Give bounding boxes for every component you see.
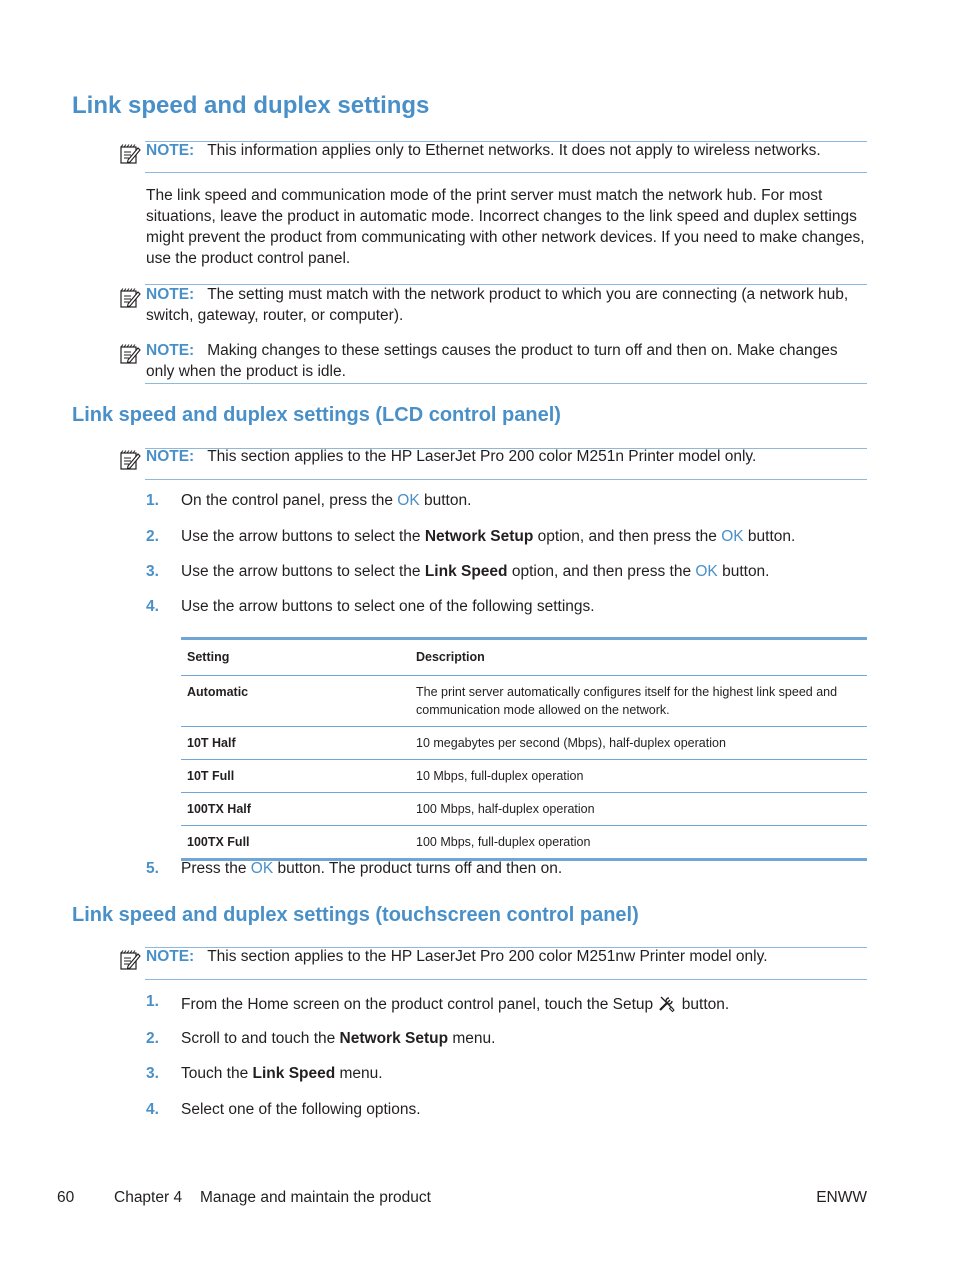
step-text-part: option, and then press the: [533, 528, 722, 545]
note-text: This section applies to the HP LaserJet Pro 200 color M251n Printer model only.: [207, 448, 757, 465]
table-header-row: [181, 639, 867, 676]
note-label: NOTE:: [146, 286, 195, 303]
note-label: NOTE:: [146, 448, 195, 465]
setting-name: 10T Full: [181, 760, 410, 793]
note-bottom-rule: [145, 172, 867, 173]
table-header-setting: Setting: [181, 639, 410, 676]
ok-button-label: OK: [721, 528, 744, 545]
table-row: [181, 826, 867, 860]
setting-name: 100TX Half: [181, 793, 410, 826]
step-number: 1.: [146, 993, 159, 1010]
page-number: 60: [57, 1189, 75, 1206]
intro-paragraph: The link speed and communication mode of the print server must match the network hub. For most situations, leave the product in automatic mode. Incorrect changes to the link speed and duplex settings might prevent the product from communicating with other network devices. If you need to make changes, use the product control panel.: [146, 187, 865, 267]
step-text-part: menu.: [335, 1065, 383, 1082]
step-number: 2.: [146, 528, 159, 545]
step-text: [181, 528, 795, 546]
step-number: 3.: [146, 563, 159, 580]
step-number: 3.: [146, 1065, 159, 1082]
step-number: 5.: [146, 860, 159, 877]
step-text-part: Press the: [181, 860, 251, 877]
note-label: NOTE:: [146, 948, 195, 965]
note-icon: [119, 949, 141, 971]
footer-locale: ENWW: [816, 1189, 867, 1206]
step-number: 2.: [146, 1030, 159, 1047]
step-text: [181, 563, 770, 581]
table-row: [181, 760, 867, 793]
section-heading-touchscreen: Link speed and duplex settings (touchscreen control panel): [72, 904, 639, 926]
step-text-part: button.: [677, 996, 730, 1013]
step-number: 4.: [146, 598, 159, 615]
step-text: [181, 1065, 383, 1083]
step-text-part: button. The product turns off and then on.: [273, 860, 563, 877]
note-bottom-rule: [145, 979, 867, 980]
setup-wrench-icon: [657, 993, 677, 1013]
step-text: [181, 492, 471, 510]
setting-name: Automatic: [181, 676, 410, 727]
note-bottom-rule: [145, 383, 867, 384]
step-text-part: button.: [743, 528, 796, 545]
step-text-part: Scroll to and touch the: [181, 1030, 340, 1047]
step-text: [181, 1030, 495, 1048]
note-text: This section applies to the HP LaserJet Pro 200 color M251nw Printer model only.: [207, 948, 768, 965]
menu-option-name: Link Speed: [424, 563, 508, 580]
step-text: [181, 860, 562, 878]
table-row: [181, 793, 867, 826]
footer-chapter-title: Manage and maintain the product: [200, 1189, 431, 1206]
note-icon: [119, 287, 141, 309]
note-turn-off: [146, 340, 866, 382]
ok-button-label: OK: [695, 563, 718, 580]
section-heading-lcd: Link speed and duplex settings (LCD control panel): [72, 404, 561, 426]
footer-chapter: Chapter 4: [114, 1189, 183, 1206]
step-text-part: Use the arrow buttons to select the: [181, 563, 425, 580]
note-label: NOTE:: [146, 142, 195, 159]
setting-description: 100 Mbps, half-duplex operation: [410, 793, 867, 826]
step-text-part: option, and then press the: [507, 563, 696, 580]
setting-description: 10 Mbps, full-duplex operation: [410, 760, 867, 793]
step-text-part: Touch the: [181, 1065, 253, 1082]
menu-name: Network Setup: [339, 1030, 449, 1047]
step-text: [181, 993, 729, 1014]
table-row: [181, 676, 867, 727]
note-ethernet: [146, 140, 866, 161]
note-icon: [119, 143, 141, 165]
step-number: 4.: [146, 1101, 159, 1118]
note-text: The setting must match with the network product to which you are connecting (a network hub, switch, gateway, router, or computer).: [146, 286, 849, 324]
note-text: Making changes to these settings causes the product to turn off and then on. Make changes only when the product is idle.: [146, 342, 838, 380]
note-touch-model: [146, 946, 866, 967]
note-label: NOTE:: [146, 342, 195, 359]
link-speed-settings-table: [181, 637, 867, 861]
note-icon: [119, 449, 141, 471]
menu-name: Link Speed: [252, 1065, 336, 1082]
table-header-description: Description: [410, 639, 867, 676]
setting-description: 10 megabytes per second (Mbps), half-duplex operation: [410, 727, 867, 760]
setting-description: The print server automatically configures itself for the highest link speed and communication mode allowed on the network.: [410, 676, 867, 727]
setting-name: 10T Half: [181, 727, 410, 760]
step-text-part: button.: [717, 563, 770, 580]
setting-name: 100TX Full: [187, 835, 250, 849]
ok-button-label: OK: [250, 860, 274, 877]
note-setting-match: [146, 284, 866, 326]
ok-button-label: OK: [397, 492, 420, 509]
menu-option-name: Network Setup: [424, 528, 534, 545]
setting-description: 100 Mbps, full-duplex operation: [416, 835, 591, 849]
note-bottom-rule: [145, 479, 867, 480]
step-text-part: Use the arrow buttons to select the: [181, 528, 425, 545]
note-text: This information applies only to Ethernet networks. It does not apply to wireless networks.: [207, 142, 821, 159]
step-number: 1.: [146, 492, 159, 509]
page-title: Link speed and duplex settings: [72, 92, 430, 119]
step-text: Select one of the following options.: [181, 1101, 421, 1118]
note-lcd-model: [146, 446, 866, 467]
step-text-part: From the Home screen on the product control panel, touch the Setup: [181, 996, 658, 1013]
step-text: Use the arrow buttons to select one of the following settings.: [181, 598, 595, 615]
note-icon: [119, 343, 141, 365]
step-text-part: menu.: [448, 1030, 496, 1047]
step-text-part: button.: [419, 492, 472, 509]
table-row: [181, 727, 867, 760]
step-text-part: On the control panel, press the: [181, 492, 398, 509]
